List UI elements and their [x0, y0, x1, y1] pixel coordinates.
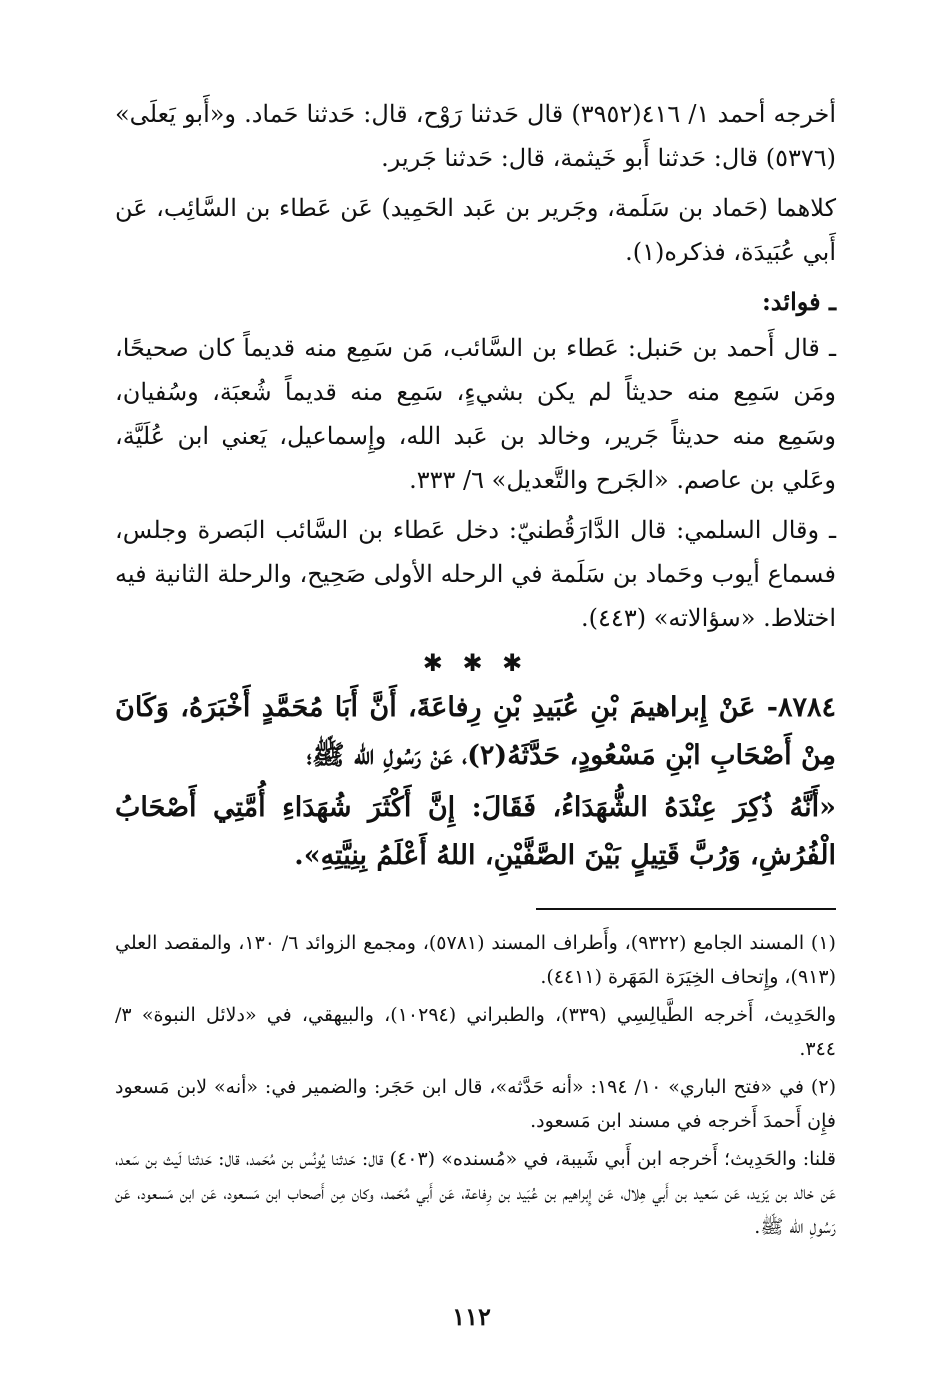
hadith-text: «أَنَّهُ ذُكِرَ عِنْدَهُ الشُّهَدَاءُ، فَقَالَ: إِنَّ أَكْثَرَ شُهَدَاءِ أُمَّتِي أَصْحَابُ الْفُرُشِ، وَرُبَّ قَتِيلٍ بَيْنَ الصَّفَّيْنِ، اللهُ أَعْلَمُ بِنِيَّتِهِ».: [115, 792, 836, 871]
hadith-intro: ٨٧٨٤- عَنْ إِبراهيمَ بْنِ عُبَيدِ بْنِ رِفاعَةَ، أَنَّ أَبَا مُحَمَّدٍ أَخْبَرَهُ، وَكَانَ مِنْ أَصْحَابِ ابْنِ مَسْعُودٍ، حَدَّثَهُ(٢)، عَنْ رَسُولِ الله ﷺ؛: [115, 692, 836, 771]
benefits-heading: ـ فوائد:: [761, 287, 836, 316]
section-divider-stars: ✱ ✱ ✱: [422, 649, 529, 677]
page-number: ١١٢: [452, 1302, 491, 1331]
source-paragraph: أخرجه أحمد ١/ ٤١٦(٣٩٥٢) قال حَدثنا رَوْح، قال: حَدثنا حَماد. و«أَبو يَعلَى» (٥٣٧٦) قال: حَدثنا أَبو خَيثمة، قال: حَدثنا جَرير.: [115, 100, 836, 172]
ahmad-quote-paragraph: ـ قال أَحمد بن حَنبل: عَطاء بن السَّائب، مَن سَمِع منه قديماً كان صحيحًا، ومَن سَمِع منه حديثاً لم يكن بشيءٍ، سَمِع منه قديماً شُعبَة، وسُفيان، وسَمِع منه حديثاً جَرير، وخالد بن عَبد الله، وإِسماعيل، يَعني ابن عُلَيَّة، وعَلي بن عاصم. «الجَرح والتَّعديل» ٦/ ٣٣٣.: [115, 334, 837, 494]
chain-paragraph: كلاهما (حَماد بن سَلَمة، وجَرير بن عَبد الحَمِيد) عَن عَطاء بن السَّائِب، عَن أَبي عُبَيدَة، فذكره(١).: [115, 194, 836, 266]
footnote-1-sources: والحَدِيث، أَخرجه الطَّيالِسِي (٣٣٩)، والطبراني (١٠٢٩٤)، والبيهقي، في «دلائل النبوة» ٣/ ٣٤٤.: [115, 1004, 836, 1060]
footnote-2-chain: قلنا: والحَدِيث؛ أَخرجه ابن أَبي شَيبة، في «مُسنده» (٤٠٣) قال: حَدثنا يُونُس بن مُحَمد، قال: حَدثنا لَيث بن سَعد، عَن خالد بن يَزيد، عَن سَعيد بن أَبي هِلال، عَن إِبراهيم بن عُبَيد بن رِفاعة، عَن أَبي مُحَمد، وكان مِن أَصحاب ابن مَسعود، عَن ابن مَسعود، عَن رَسُولِ الله ﷺ.: [115, 1148, 836, 1238]
daraqutni-quote-paragraph: ـ وقال السلمي: قال الدَّارَقُطنيّ: دخل عَطاء بن السَّائب البَصرة وجلس، فسماع أيوب وحَماد بن سَلَمة في الرحله الأولى صَحِيح، والرحلة الثانية فيه اختلاط. «سؤالاته» (٤٤٣).: [115, 516, 836, 632]
footnote-separator: [536, 908, 836, 910]
footnote-1-references: (١) المسند الجامع (٩٣٢٢)، وأَطراف المسند (٥٧٨١)، ومجمع الزوائد ٦/ ١٣٠، والمقصد العلي (٩١٣)، وإِتحاف الخِيَرَة المَهَرة (٤٤١١).: [115, 932, 836, 988]
footnote-2-fath-albari: (٢) في «فتح الباري» ١٠/ ١٩٤: «أنه حَدَّثه»، قال ابن حَجَر: والضمير في: «أنه» لابن مَسعود فإِن أَحمدَ أَخرجه في مسند ابن مَسعود.: [115, 1076, 836, 1132]
